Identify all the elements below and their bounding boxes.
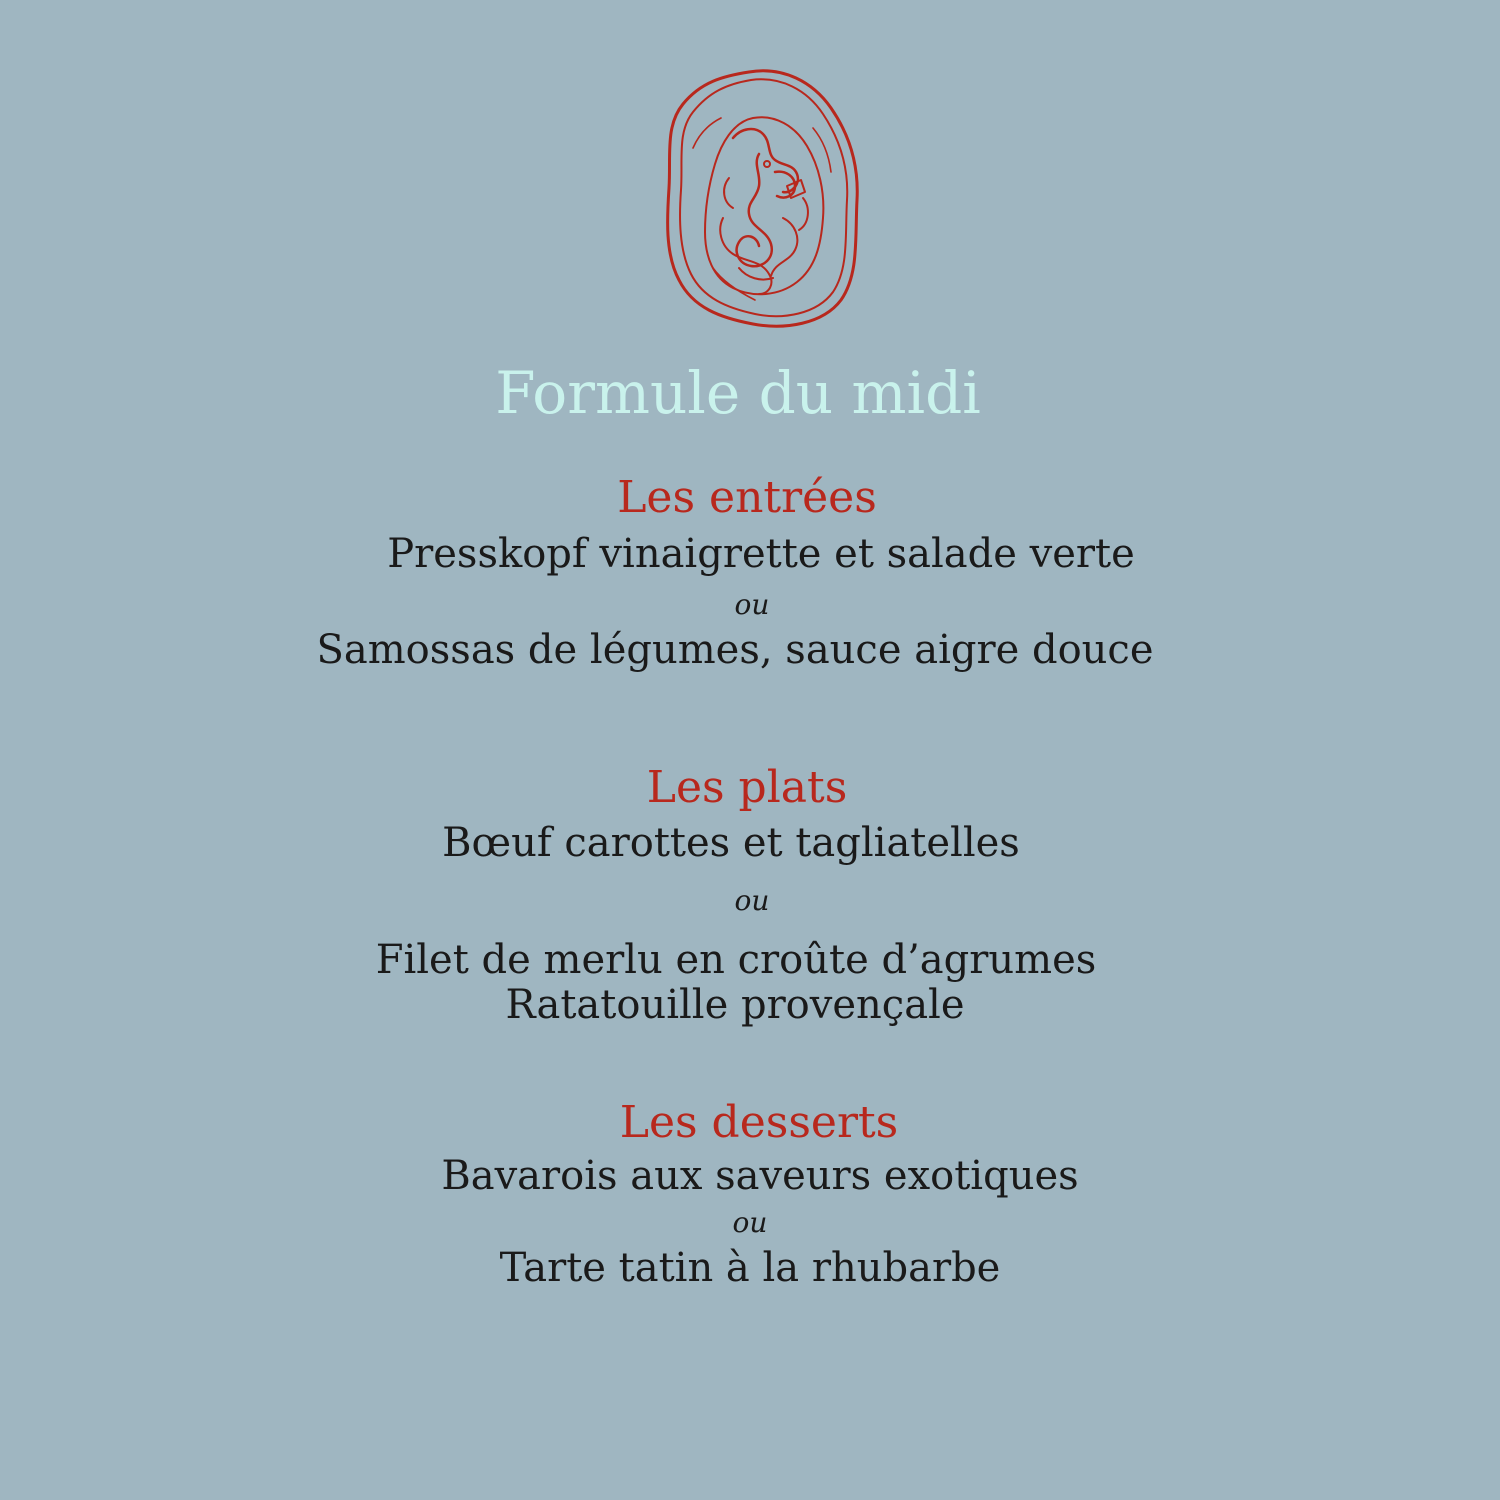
- dessert-item-2: Tarte tatin à la rhubarbe: [499, 1245, 1001, 1291]
- section-heading-plats: Les plats: [646, 762, 848, 813]
- menu-title: Formule du midi: [495, 359, 981, 427]
- entree-item-1: Presskopf vinaigrette et salade verte: [387, 531, 1135, 577]
- section-heading-entrees: Les entrées: [617, 472, 877, 523]
- restaurant-seal-logo: [663, 68, 861, 330]
- plat-item-2-line-1: Filet de merlu en croûte d’agrumes: [375, 937, 1097, 983]
- plat-or-separator: ou: [734, 884, 770, 917]
- dessert-item-1: Bavarois aux saveurs exotiques: [441, 1153, 1079, 1199]
- entree-or-separator: ou: [734, 588, 770, 621]
- entree-item-2: Samossas de légumes, sauce aigre douce: [316, 627, 1154, 673]
- plat-item-2-line-2: Ratatouille provençale: [505, 982, 965, 1028]
- dessert-or-separator: ou: [732, 1206, 768, 1239]
- plat-item-1: Bœuf carottes et tagliatelles: [442, 820, 1020, 866]
- section-heading-desserts: Les desserts: [619, 1097, 899, 1148]
